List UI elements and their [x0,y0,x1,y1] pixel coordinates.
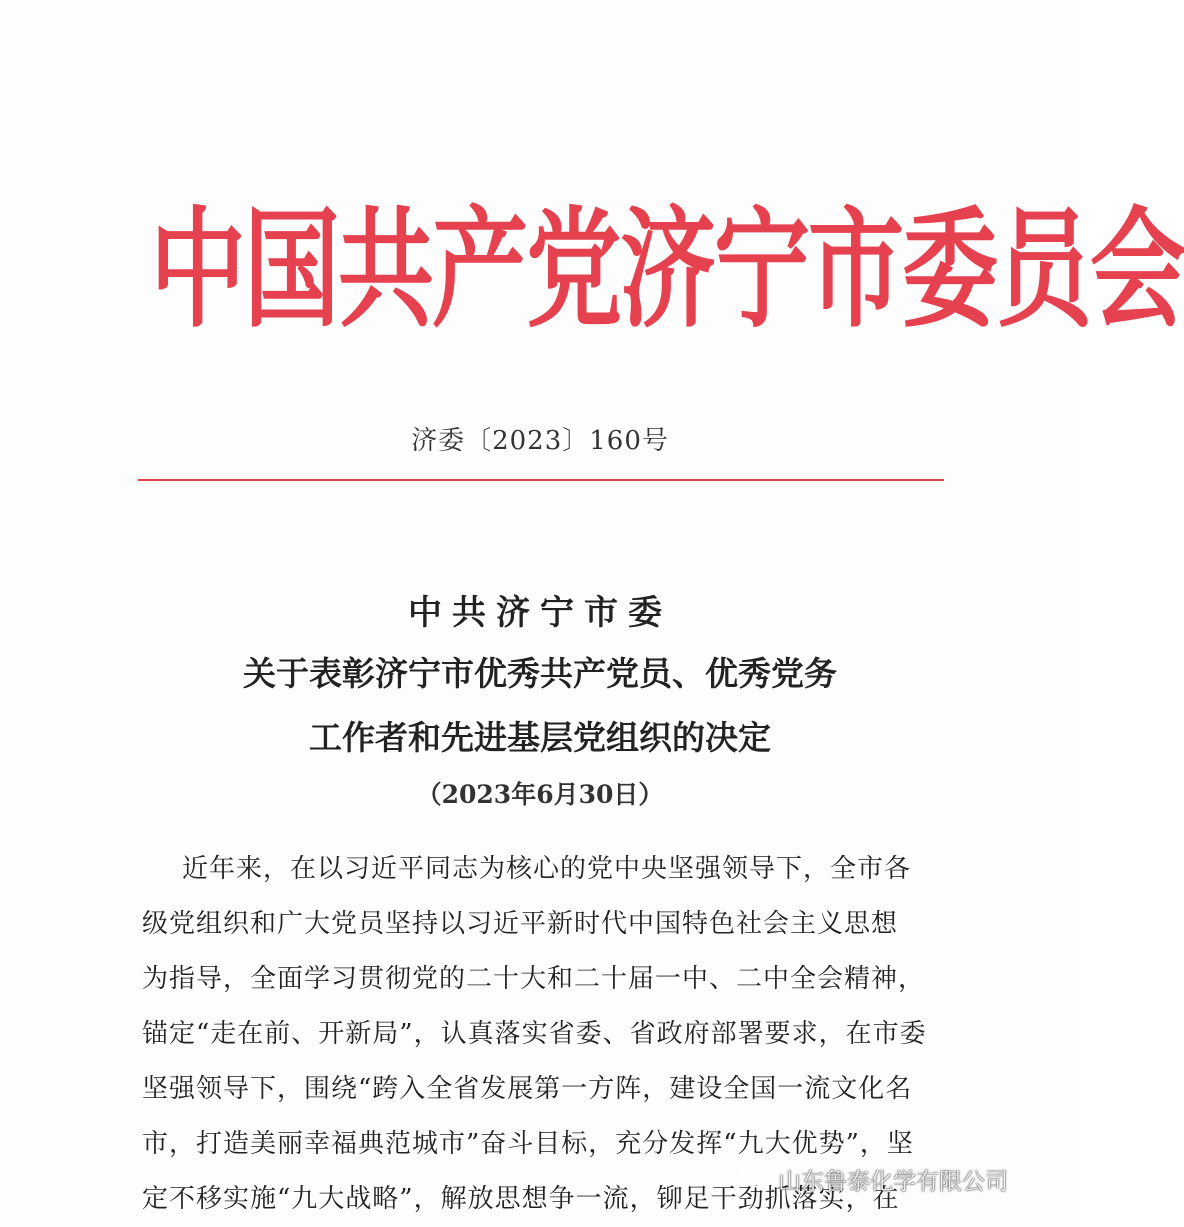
body-paragraph-line: 坚强领导下，围绕“跨入全省发展第一方阵，建设全国一流文化名 [142,1074,913,1104]
body-paragraph-line: 为指导，全面学习贯彻党的二十大和二十届一中、二中全会精神， [142,964,926,994]
document-title-line3: 工作者和先进基层党组织的决定 [309,718,771,757]
wechat-watermark [740,1163,1008,1195]
document-title-line1: 中共济宁市委 [408,593,672,633]
body-paragraph-line: 定不移实施“九大战略”，解放思想争一流，铆足干劲抓落实，在 [142,1184,900,1214]
document-date: （2023年6月30日） [416,780,664,809]
body-paragraph-line: 锚定“走在前、开新局”，认真落实省委、省政府部署要求，在市委 [142,1019,927,1049]
masthead-title: 中国共产党济宁市委员会 [150,194,1184,346]
body-paragraph-line: 级党组织和广大党员坚持以习近平新时代中国特色社会主义思想 [142,909,899,939]
document-title-line2: 关于表彰济宁市优秀共产党员、优秀党务 [243,654,837,693]
body-paragraph-line: 近年来，在以习近平同志为核心的党中央坚强领导下，全市各 [182,854,912,884]
document-number: 济委〔2023〕160号 [411,426,669,456]
wechat-icon [740,1167,770,1191]
body-paragraph-line: 市，打造美丽幸福典范城市”奋斗目标，充分发挥“九大优势”，坚 [142,1129,914,1159]
red-divider [138,479,944,481]
watermark-text: 山东鲁泰化学有限公司 [778,1168,1008,1195]
